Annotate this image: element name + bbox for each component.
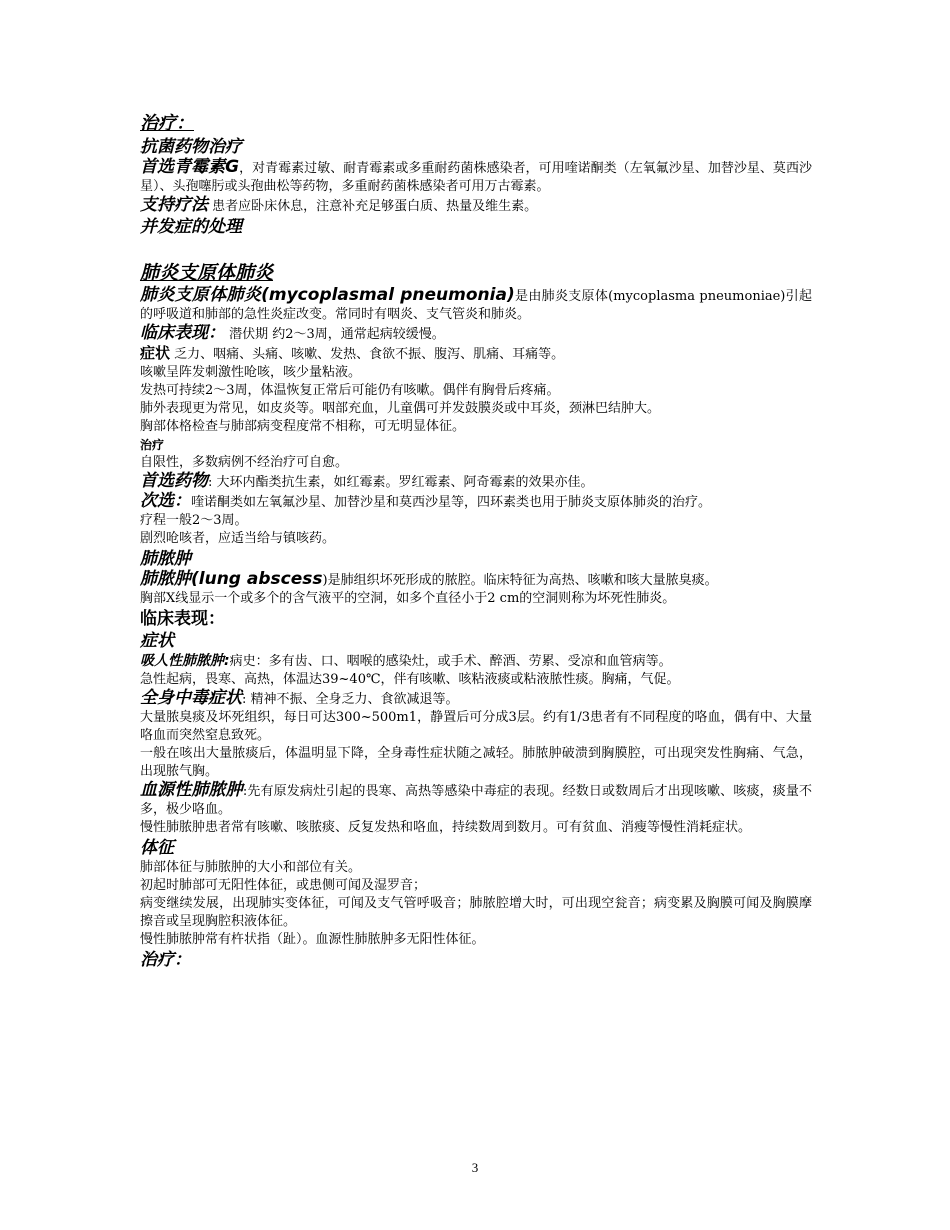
signs-line: 病变继续发展，出现肺实变体征，可闻及支气管呼吸音；肺脓腔增大时，可出现空瓮音；病变累及胸膜可闻及胸膜摩擦音或呈现胸腔积液体征。	[140, 896, 812, 929]
first-choice-label: 首选青霉素G	[140, 157, 240, 177]
signs-line: 初起时肺部可无阳性体征，或患侧可闻及湿罗音；	[140, 878, 427, 893]
document-page	[140, 112, 812, 971]
drop-paragraph: 一般在咳出大量脓痰后，体温明显下降，全身毒性症状随之减轻。肺脓肿破溃到胸膜腔，可出现突发性胸痛、气急，出现脓气胸。	[140, 746, 812, 779]
mycoplasma-title: 肺炎支原体肺炎	[140, 262, 274, 284]
treatment-heading: 治疗：	[140, 113, 194, 134]
sputum-paragraph: 大量脓臭痰及坏死组织，每日可达300~500m1，静置后可分成3层。约有1/3患者有不同程度的咯血，偶有中、大量咯血而突然窒息致死。	[140, 710, 812, 743]
antibiotic-subheading: 抗菌药物治疗	[140, 137, 242, 157]
blood-label: 血源性肺脓肿	[140, 780, 243, 800]
blood-text: :先有原发病灶引起的畏寒、高热等感染中毒症的表现。经数日或数周后才出现咳嗽、咳痰，痰量不多，极少咯血。	[140, 784, 812, 817]
first-choice-paragraph	[140, 158, 812, 196]
mycoplasma-clinical-text: 潜伏期 约2～3周，通常起病较缓慢。	[225, 327, 445, 342]
mycoplasma-symptoms	[140, 344, 812, 364]
chronic-paragraph: 慢性肺脓肿患者常有咳嗽、咳脓痰、反复发热和咯血，持续数周到数月。可有贫血、消瘦等慢性消耗症状。	[140, 820, 752, 835]
abscess-treatment-label: 治疗：	[140, 950, 191, 970]
abscess-intro-close: )	[322, 573, 328, 588]
mycoplasma-intro	[140, 286, 812, 324]
mycoplasma-symptom-label: 症状	[140, 344, 171, 362]
mycoplasma-line: 咳嗽呈阵发刺激性呛咳，咳少量粘液。	[140, 365, 362, 380]
mycoplasma-line: 肺外表现更为常见，如皮炎等。咽部充血，儿童偶可并发鼓膜炎或中耳炎，颈淋巴结肿大。	[140, 401, 661, 416]
page-number: 3	[471, 1160, 479, 1175]
inhaled-text: 病史：多有齿、口、咽喉的感染灶，或手术、醉酒、劳累、受凉和血管病等。	[229, 654, 672, 669]
first-choice-text: ，对青霉素过敏、耐青霉素或多重耐药菌株感染者，可用喹诺酮类（左氧氟沙星、加替沙星、莫西沙星）、头孢噻肟或头孢曲松等药物，多重耐药菌株感染者可用万古霉素。	[140, 161, 812, 194]
abscess-clinical-label: 临床表现：	[140, 609, 225, 629]
mycoplasma-treatment-text: 自限性，多数病例不经治疗可自愈。	[140, 455, 349, 470]
mycoplasma-course: 疗程一般2～3周。	[140, 513, 248, 528]
mycoplasma-clinical	[140, 324, 812, 344]
systemic-text: : 精神不振、全身乏力、食欲减退等。	[242, 692, 459, 707]
inhaled-line2: 急性起病，畏寒、高热，体温达39~40℃，伴有咳嗽、咳粘液痰或粘液脓性痰。胸痛，气促。	[140, 672, 680, 687]
signs-line: 肺部体征与肺脓肿的大小和部位有关。	[140, 860, 362, 875]
mycoplasma-intro-text: 是由肺炎支原体(mycoplasma pneumoniae)引起的呼吸道和肺部的急性炎症改变。常同时有咽炎、支气管炎和肺炎。	[140, 289, 812, 322]
systemic-label: 全身中毒症状	[140, 688, 242, 708]
abscess-symptom-label: 症状	[140, 631, 174, 651]
mycoplasma-symptom-text: 乏力、咽痛、头痛、咳嗽、发热、食欲不振、腹泻、肌痛、耳痛等。	[170, 347, 565, 362]
mycoplasma-cough: 剧烈呛咳者，应适当给与镇咳药。	[140, 531, 336, 546]
abscess-intro	[140, 570, 812, 590]
abscess-intro-label: 肺脓肿(lung abscess	[140, 569, 323, 589]
first-drug-text: : 大环内酯类抗生素，如红霉素。罗红霉素、阿奇霉素的效果亦佳。	[208, 475, 594, 490]
mycoplasma-second-choice	[140, 492, 812, 512]
blood-paragraph	[140, 781, 812, 819]
spacer	[140, 238, 812, 260]
first-drug-label: 首选药物	[140, 471, 208, 491]
systemic-paragraph	[140, 689, 812, 709]
mycoplasma-line: 胸部体格检查与肺部病变程度常不相称，可无明显体征。	[140, 419, 466, 434]
inhaled-label: 吸人性肺脓肿:	[140, 653, 230, 669]
complication-heading: 并发症的处理	[140, 217, 242, 237]
signs-label: 体征	[140, 838, 174, 858]
support-label: 支持疗法	[140, 195, 208, 215]
mycoplasma-intro-label: 肺炎支原体肺炎(mycoplasmal pneumonia)	[140, 285, 515, 305]
abscess-intro-text: 是肺组织坏死形成的脓腔。临床特征为高热、咳嗽和咳大量脓臭痰。	[327, 573, 718, 588]
inhaled-paragraph	[140, 652, 812, 671]
support-text: 患者应卧床休息，注意补充足够蛋白质、热量及维生素。	[208, 199, 538, 214]
second-choice-text: 喹诺酮类如左氧氟沙星、加替沙星和莫西沙星等，四环素类也用于肺炎支原体肺炎的治疗。	[191, 495, 712, 510]
mycoplasma-treatment-label: 治疗	[140, 438, 165, 452]
second-choice-label: 次选：	[140, 491, 191, 511]
signs-line: 慢性肺脓肿常有杵状指（趾）。血源性肺脓肿多无阳性体征。	[140, 932, 485, 947]
support-paragraph	[140, 196, 812, 216]
mycoplasma-line: 发热可持续2～3周，体温恢复正常后可能仍有咳嗽。偶伴有胸骨后疼痛。	[140, 383, 560, 398]
mycoplasma-clinical-label: 临床表现：	[140, 323, 225, 343]
abscess-title: 肺脓肿	[140, 549, 191, 569]
mycoplasma-first-drug	[140, 472, 812, 492]
abscess-xray: 胸部X线显示一个或多个的含气液平的空洞，如多个直径小于2 cm的空洞则称为坏死性肺炎。	[140, 591, 676, 606]
